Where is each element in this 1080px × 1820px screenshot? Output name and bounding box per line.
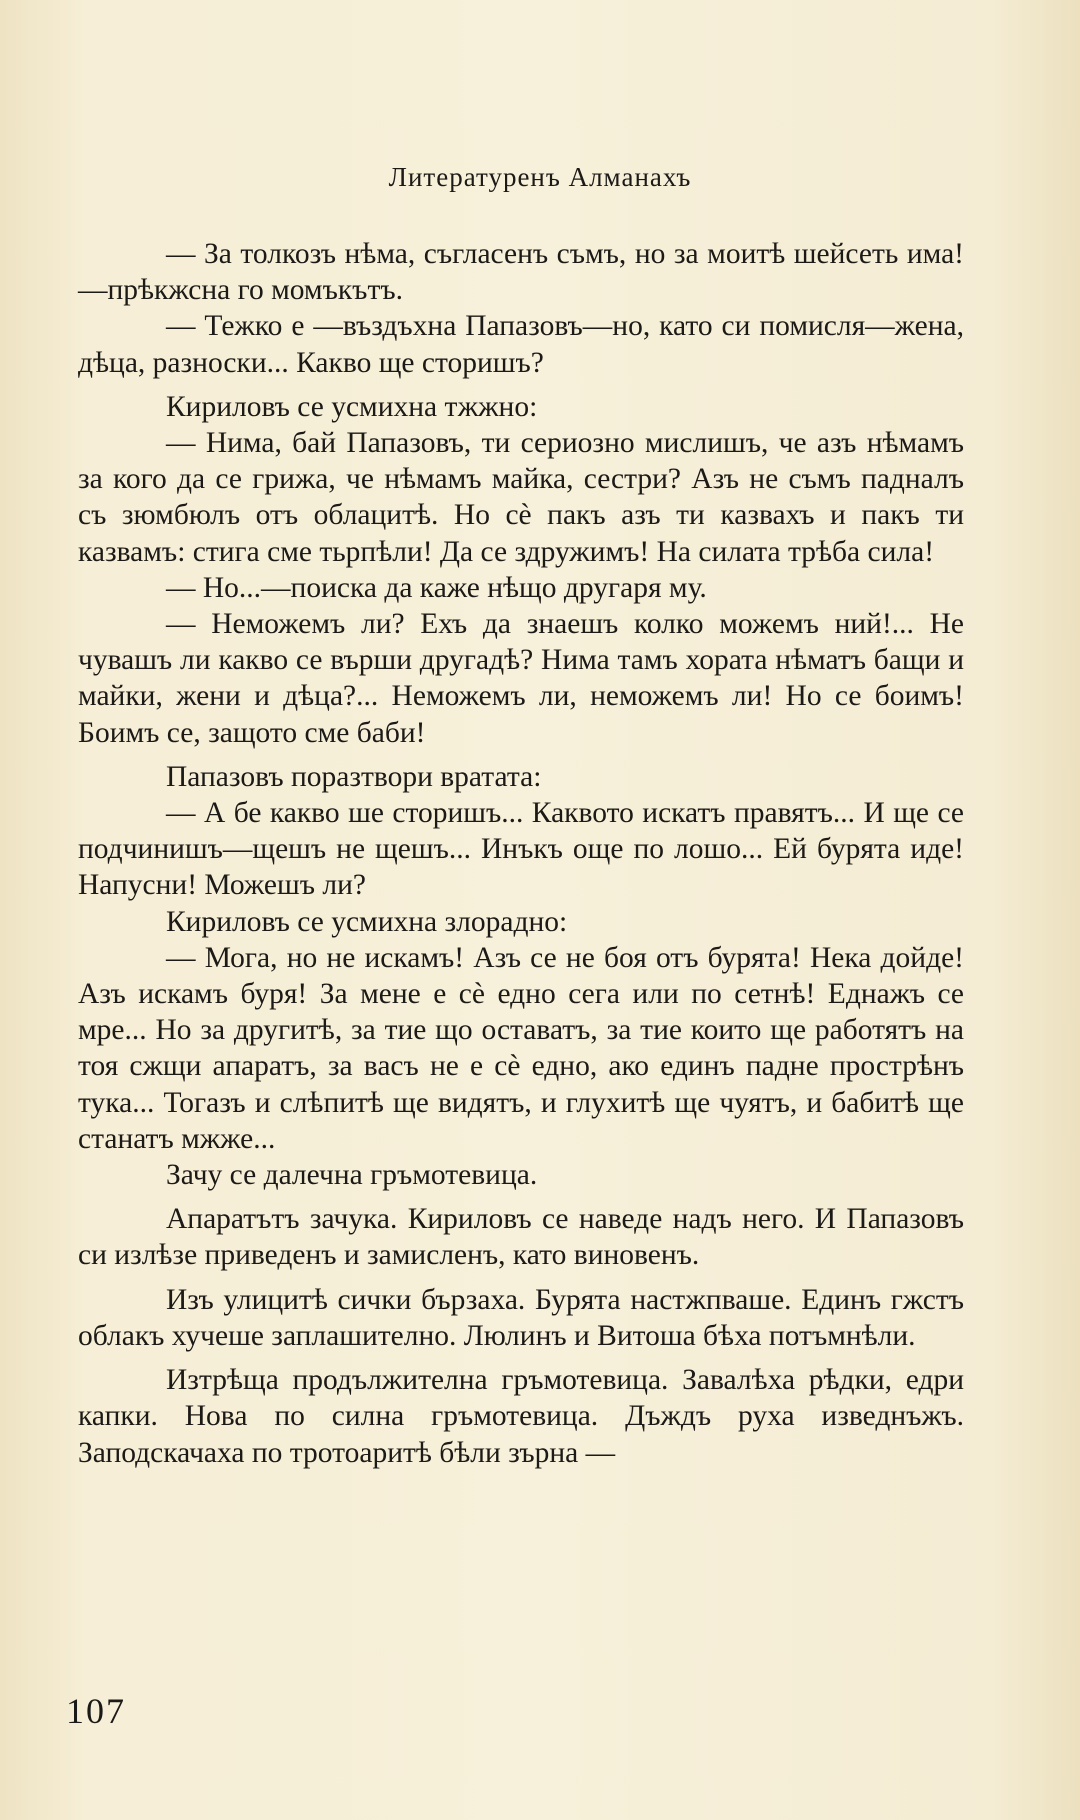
paragraph: Папазовъ поразтвори вратата: — [166, 760, 542, 793]
paragraph: Изъ улицитѣ сички бързаха. Бурята настжпваше. Единъ гжстъ облакъ хучеше заплашително. Люлинъ и Витоша бѣха потъмнѣли. — [78, 1283, 964, 1352]
paragraph: Апаратътъ зачука. Кириловъ се наведе надъ него. И Папазовъ си излѣзе приведенъ и замисленъ, като виновенъ. — [78, 1203, 964, 1272]
paragraph: — А бе какво ше сторишъ... Каквото искатъ правятъ... И ще се подчинишъ—щешъ не щешъ... Инъкъ още по лошо... Ей бурята иде! Напусни! Можешъ ли? — [78, 797, 964, 902]
page-body — [78, 236, 964, 1471]
paragraph: Кириловъ се усмихна тжжно: — [166, 390, 538, 423]
paragraph: Кириловъ се усмихна злорадно: — [166, 905, 568, 938]
page-number: 107 — [66, 1691, 126, 1731]
paragraph: — Неможемъ ли? Ехъ да знаешъ колко можемъ ний!... Не чувашъ ли какво се върши другадѣ? Нима тамъ хората нѣматъ бащи и майки, жени и дѣца?... Неможемъ ли, неможемъ ли! Но се боимъ! Боимъ се, защото сме баби! — [78, 608, 964, 749]
paragraph: — Мога, но не искамъ! Азъ се не боя отъ бурята! Нека дойде! Азъ искамъ буря! За мене е сѐ едно сега или по сетнѣ! Еднажъ се мре... Но за другитѣ, за тие що оставатъ, за тие които ще работятъ на тоя сжщи апаратъ, за васъ не е сѐ едно, ако единъ падне прострѣнъ тука... Тогазъ и слѣпитѣ ще видятъ, и глухитѣ ще чуятъ, и бабитѣ ще станатъ мжже... — [78, 941, 964, 1155]
paragraph: — Но...—поиска да каже нѣщо другаря му. — [166, 571, 707, 604]
paragraph: — За толкозъ нѣма, съгласенъ съмъ, но за моитѣ шейсеть има! —прѣкжсна го момъкътъ. — [78, 238, 964, 307]
running-header: Литературенъ Алманахъ — [388, 162, 692, 192]
paragraph: Изтрѣща продължителна гръмотевица. Завалѣха рѣдки, едри капки. Нова по силна гръмотевица. Дъждъ руха изведнъжъ. Заподскачаха по тротоаритѣ бѣли зърна — — [78, 1364, 964, 1469]
paragraph: — Тежко е —въздъхна Папазовъ—но, като си помисля—жена, дѣца, разноски... Какво ще сторишъ? — [78, 310, 964, 379]
paragraph: Зачу се далечна гръмотевица. — [166, 1159, 538, 1192]
paragraph: — Нима, бай Папазовъ, ти сериозно мислишъ, че азъ нѣмамъ за кого да се грижа, че нѣмамъ майка, сестри? Азъ не съмъ падналъ съ зюмбюлъ отъ облацитѣ. Но сѐ пакъ азъ ти казвахъ и пакъ ти казвамъ: стига сме тьрпѣли! Да се здружимъ! На силата трѣба сила! — [78, 427, 964, 568]
